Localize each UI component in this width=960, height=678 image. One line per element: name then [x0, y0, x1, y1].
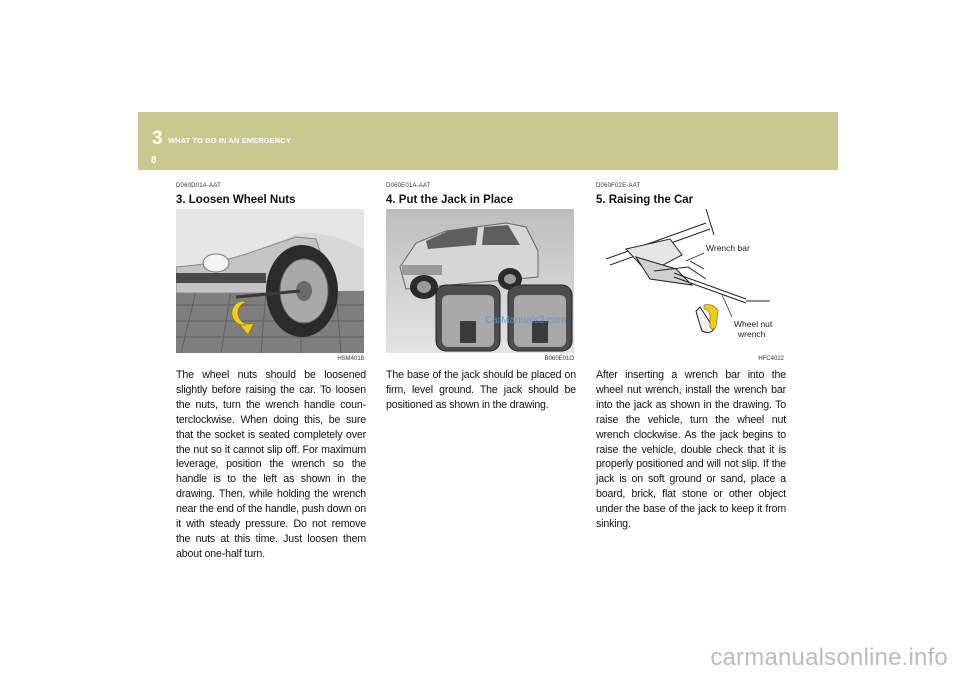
section-body-text: The base of the jack should be placed on firm, level ground. The jack should be positioned as shown in the drawing.	[386, 369, 576, 411]
figure-loosen-wheel-nuts	[176, 209, 364, 353]
section-code: D060D01A-AAT	[176, 183, 221, 189]
section-code: D060E01A-AAT	[386, 183, 431, 189]
section-title: 5. Raising the Car	[596, 194, 694, 206]
section-title: 3. Loosen Wheel Nuts	[176, 194, 296, 206]
figure-raising-car	[596, 209, 784, 353]
figure-code: HFC4022	[758, 356, 784, 362]
label-wrench: wrench	[738, 329, 766, 339]
suv-jack-illustration	[386, 209, 574, 353]
wheel-wrench-illustration	[176, 209, 364, 353]
label-wrench-bar: Wrench bar	[706, 243, 750, 253]
figure-code: HSM4018	[337, 356, 364, 362]
jack-wrench-diagram	[596, 209, 784, 353]
figure-jack-placement	[386, 209, 574, 353]
section-title: 4. Put the Jack in Place	[386, 194, 514, 206]
watermark: CarManuals2.com	[485, 315, 567, 326]
section-put-jack-in-place	[386, 183, 576, 413]
section-body-text: After inserting a wrench bar into the wheel nut wrench, install the wrench bar into the jack as shown in the drawing. To raise the vehicle, turn the wheel nut wrench clockwise. As the jack begins to raise the vehicle, double check that it is properly positioned and will not slip. If the jack is on soft ground or sand, place a board, brick, flat stone or other object under the base of the jack to keep it from sinking.	[596, 369, 786, 531]
section-code: D060F02E-AAT	[596, 183, 641, 189]
section-body-text: The wheel nuts should be loosened slightly before raising the car. To loosen the nuts, turn the wrench handle coun-terclockwise. When doing this, be sure that the socket is seated completely over the nut so it cannot slip off. For maximum leverage, position the wrench so the handle is to the left as shown in the drawing. Then, while holding the wrench near the end of the handle, push down on it with steady pressure. Do not remove the nuts at this time. Just loosen them about one-half turn.	[176, 369, 366, 560]
chapter-number: 3	[152, 128, 163, 149]
section-raising-the-car	[596, 183, 786, 532]
label-wheel-nut: Wheel nut	[734, 319, 773, 329]
chapter-title: WHAT TO DO IN AN EMERGENCY	[168, 136, 291, 145]
figure-code: B060E01O	[544, 356, 574, 362]
section-loosen-wheel-nuts	[176, 183, 366, 562]
page-number: 8	[151, 155, 157, 166]
site-footer: carmanualsonline.info	[710, 644, 948, 671]
